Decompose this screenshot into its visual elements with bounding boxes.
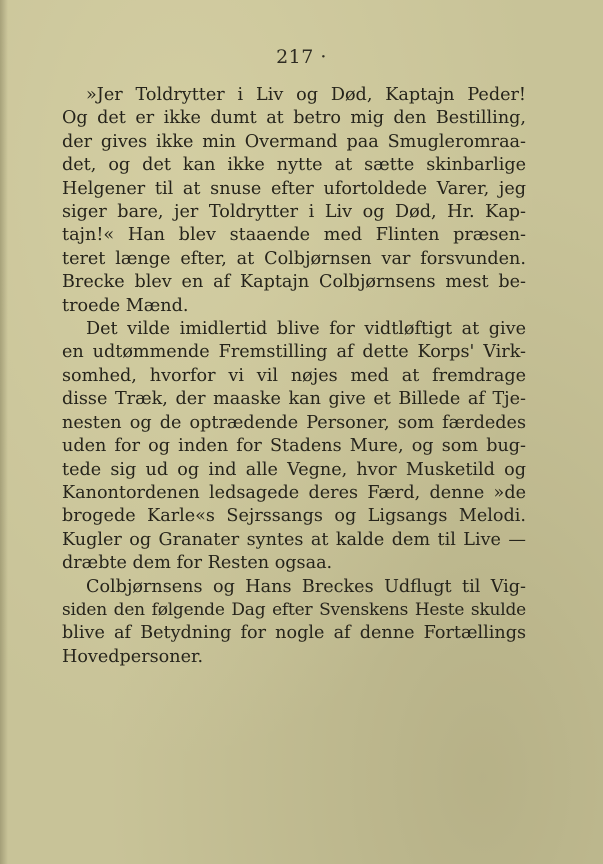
text-line: tede sig ud og ind alle Vegne, hvor Musketild og xyxy=(62,459,526,480)
page-number: 217 · xyxy=(276,46,327,68)
text-line: disse Træk, der maaske kan give et Billede af Tje- xyxy=(62,389,526,410)
text-line: siden den følgende Dag efter Svenskens Heste skulde xyxy=(62,599,526,620)
text-line: Kugler og Granater syntes at kalde dem til Live — xyxy=(62,529,526,550)
text-line: nesten og de optrædende Personer, som færdedes xyxy=(62,412,526,433)
text-line: Colbjørnsens og Hans Breckes Udflugt til Vig- xyxy=(86,576,526,597)
text-line: siger bare, jer Toldrytter i Liv og Død, Hr. Kap- xyxy=(62,202,526,223)
paragraph-3 xyxy=(62,576,526,670)
text-line: en udtømmende Fremstilling af dette Korps' Virk- xyxy=(62,342,526,363)
text-line: Det vilde imidlertid blive for vidtløftigt at give xyxy=(86,319,526,340)
text-line: teret længe efter, at Colbjørnsen var forsvunden. xyxy=(62,248,526,269)
text-line: dræbte dem for Resten ogsaa. xyxy=(62,553,333,574)
text-line: Helgener til at snuse efter ufortoldede Varer, jeg xyxy=(62,178,526,199)
page-edge-shadow xyxy=(0,0,8,864)
text-line: troede Mænd. xyxy=(62,295,189,316)
text-line: Hovedpersoner. xyxy=(62,646,204,667)
text-line: det, og det kan ikke nytte at sætte skinbarlige xyxy=(62,155,526,176)
text-line: Brecke blev en af Kaptajn Colbjørnsens mest be- xyxy=(62,272,526,293)
text-line: uden for og inden for Stadens Mure, og som bug- xyxy=(62,436,526,457)
text-line: »Jer Toldrytter i Liv og Død, Kaptajn Peder! xyxy=(86,85,526,105)
body-text xyxy=(62,84,526,669)
text-line: Kanontordenen ledsagede deres Færd, denne »de xyxy=(62,482,526,503)
text-line: somhed, hvorfor vi vil nøjes med at fremdrage xyxy=(62,365,526,386)
text-line: Og det er ikke dumt at betro mig den Bestilling, xyxy=(62,108,526,129)
text-line: blive af Betydning for nogle af denne Fortællings xyxy=(62,623,526,644)
text-line: tajn!« Han blev staaende med Flinten præsen- xyxy=(62,225,526,246)
text-line: der gives ikke min Overmand paa Smugleromraa- xyxy=(62,131,526,152)
text-line: brogede Karle«s Sejrssangs og Ligsangs Melodi. xyxy=(62,506,526,527)
paragraph-1 xyxy=(62,84,526,318)
paragraph-2 xyxy=(62,318,526,575)
